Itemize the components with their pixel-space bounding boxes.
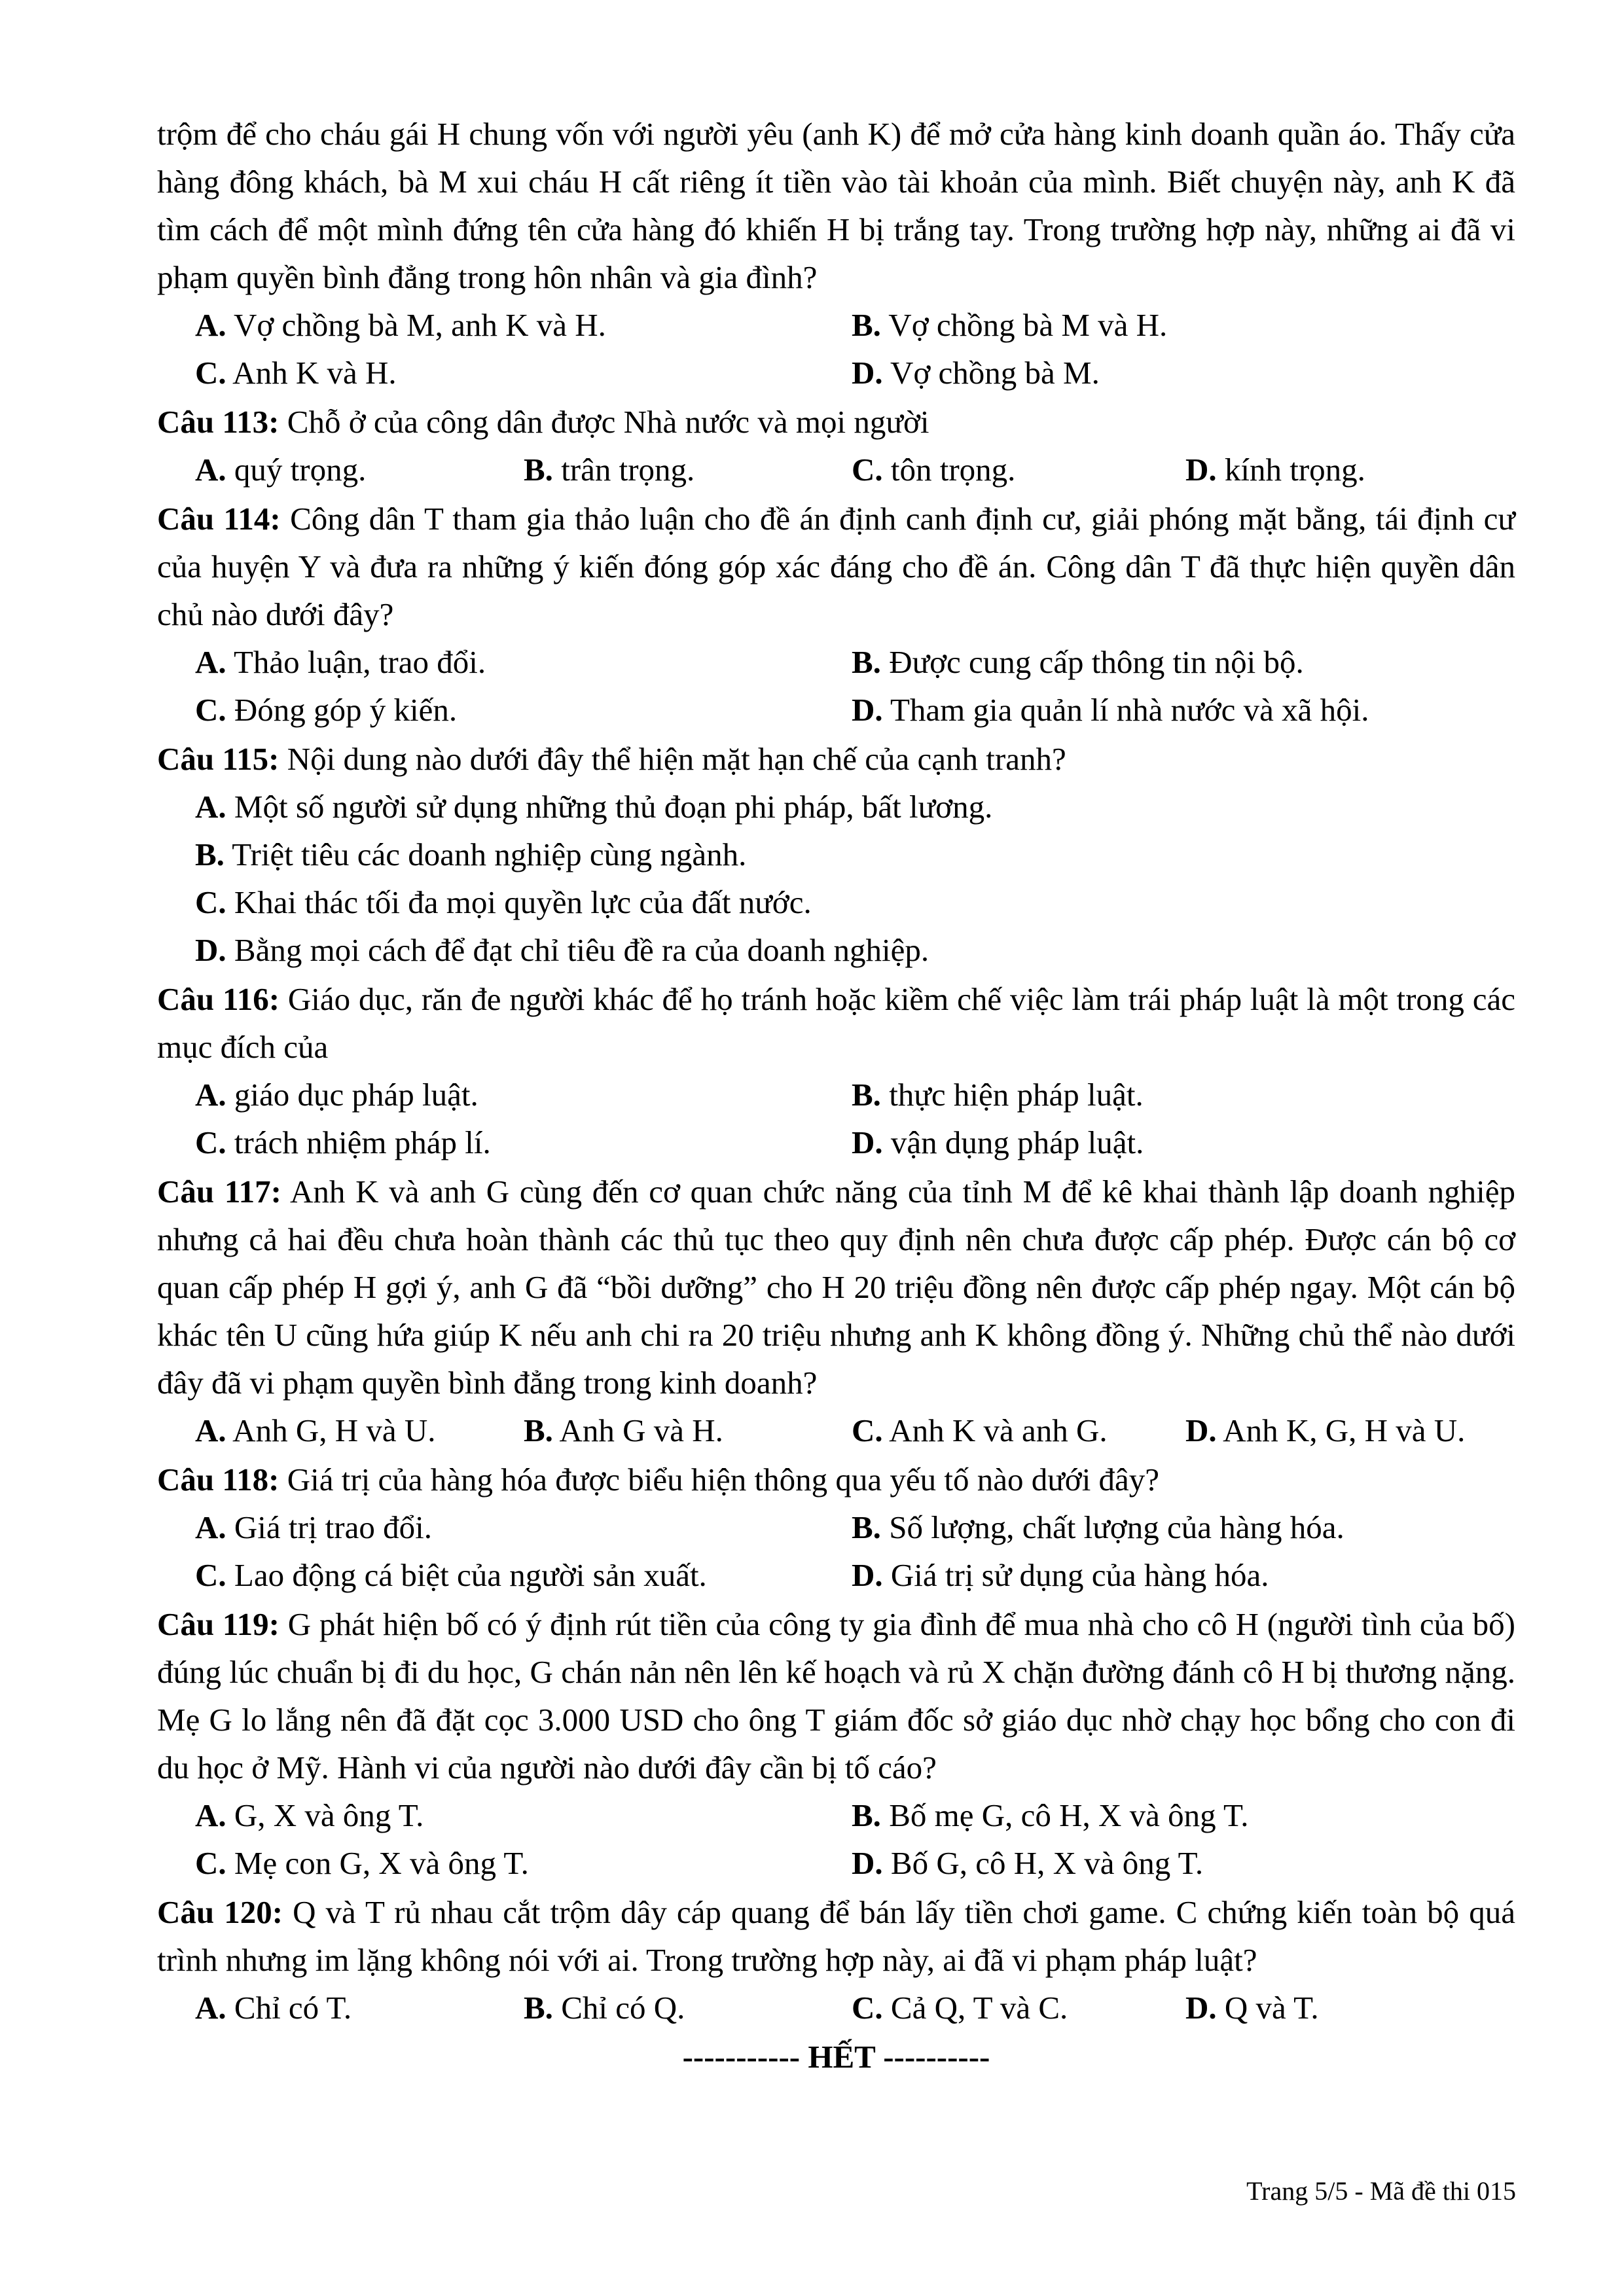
options	[157, 1791, 1515, 1887]
option-b: B. thực hiện pháp luật.	[852, 1077, 1144, 1113]
question-label: Câu 119:	[157, 1606, 280, 1642]
options	[157, 1984, 1515, 2032]
option-b: B. Được cung cấp thông tin nội bộ.	[852, 644, 1304, 680]
options	[157, 783, 1515, 974]
option-a: A. Anh G, H và U.	[195, 1412, 436, 1448]
option-b: B. Số lượng, chất lượng của hàng hóa.	[852, 1509, 1344, 1545]
options	[157, 446, 1515, 493]
question-label: Câu 118:	[157, 1462, 280, 1498]
question-stem: Câu 118: Giá trị của hàng hóa được biểu hiện thông qua yếu tố nào dưới đây?	[157, 1462, 1160, 1498]
question-119	[157, 1600, 1515, 1887]
question-label: Câu 116:	[157, 981, 280, 1017]
option-d: D. Bố G, cô H, X và ông T.	[852, 1845, 1204, 1881]
option-c: C. Anh K và H.	[195, 355, 397, 391]
question-114	[157, 495, 1515, 734]
question-stem: Câu 115: Nội dung nào dưới đây thể hiện mặt hạn chế của cạnh tranh?	[157, 741, 1066, 777]
option-c: C. tôn trọng.	[852, 452, 1016, 488]
option-d: D. Giá trị sử dụng của hàng hóa.	[852, 1557, 1269, 1593]
option-c: C. trách nhiệm pháp lí.	[195, 1124, 491, 1160]
option-b: B. Bố mẹ G, cô H, X và ông T.	[852, 1797, 1249, 1833]
option-a: A. quý trọng.	[195, 452, 367, 488]
option-c: C. Mẹ con G, X và ông T.	[195, 1845, 529, 1881]
question-stem: Câu 119: G phát hiện bố có ý định rút tiền của công ty gia đình để mua nhà cho cô H (người tình của bố) đúng lúc chuẩn bị đi du học, G chán nản nên lên kế hoạch và rủ X chặn đường đánh cô H bị thương nặng. Mẹ G lo lắng nên đã đặt cọc 3.000 USD cho ông T giám đốc sở giáo dục nhờ chạy học bổng cho con đi du học ở Mỹ. Hành vi của người nào dưới đây cần bị tố cáo?	[157, 1606, 1515, 1785]
options	[157, 1503, 1515, 1599]
option-a: A. Vợ chồng bà M, anh K và H.	[195, 307, 606, 343]
question-stem: Câu 120: Q và T rủ nhau cắt trộm dây cáp quang để bán lấy tiền chơi game. C chứng kiến toàn bộ quá trình nhưng im lặng không nói với ai. Trong trường hợp này, ai đã vi phạm pháp luật?	[157, 1894, 1515, 1978]
options	[157, 1071, 1515, 1166]
option-b: B. Chỉ có Q.	[524, 1990, 685, 2026]
option-d: D. kính trọng.	[1185, 452, 1365, 488]
question-116	[157, 975, 1515, 1166]
options	[157, 1407, 1515, 1454]
question-label: Câu 120:	[157, 1894, 283, 1930]
option-b: B. Anh G và H.	[524, 1412, 723, 1448]
question-stem: Câu 113: Chỗ ở của công dân được Nhà nước và mọi người	[157, 404, 929, 440]
question-label: Câu 113:	[157, 404, 280, 440]
exam-page	[157, 110, 1515, 2081]
option-c: C. Lao động cá biệt của người sản xuất.	[195, 1557, 707, 1593]
option-b: B. trân trọng.	[524, 452, 695, 488]
question-label: Câu 114:	[157, 501, 281, 537]
option-a: A. Thảo luận, trao đổi.	[195, 644, 486, 680]
option-d: D. Bằng mọi cách để đạt chỉ tiêu đề ra của doanh nghiệp.	[195, 932, 929, 968]
option-d: D. Tham gia quản lí nhà nước và xã hội.	[852, 692, 1369, 728]
option-a: A. G, X và ông T.	[195, 1797, 424, 1833]
option-c: C. Anh K và anh G.	[852, 1412, 1108, 1448]
question-stem: Câu 117: Anh K và anh G cùng đến cơ quan chức năng của tỉnh M để kê khai thành lập doanh nghiệp nhưng cả hai đều chưa hoàn thành các thủ tục theo quy định nên chưa được cấp phép. Được cán bộ cơ quan cấp phép H gợi ý, anh G đã “bồi dưỡng” cho H 20 triệu đồng nên được cấp phép ngay. Một cán bộ khác tên U cũng hứa giúp K nếu anh chi ra 20 triệu nhưng anh K không đồng ý. Những chủ thể nào dưới đây đã vi phạm quyền bình đẳng trong kinh doanh?	[157, 1174, 1515, 1401]
question-label: Câu 115:	[157, 741, 280, 777]
question-115	[157, 735, 1515, 974]
option-b: B. Vợ chồng bà M và H.	[852, 307, 1168, 343]
question-113	[157, 398, 1515, 493]
option-a: A. Một số người sử dụng những thủ đoạn phi pháp, bất lương.	[195, 789, 993, 825]
option-d: D. Q và T.	[1185, 1990, 1319, 2026]
option-d: D. Vợ chồng bà M.	[852, 355, 1100, 391]
option-c: C. Đóng góp ý kiến.	[195, 692, 458, 728]
option-d: D. Anh K, G, H và U.	[1185, 1412, 1466, 1448]
question-continuation-text: trộm để cho cháu gái H chung vốn với người yêu (anh K) để mở cửa hàng kinh doanh quần áo. Thấy cửa hàng đông khách, bà M xui cháu H cất riêng ít tiền vào tài khoản của mình. Biết chuyện này, anh K đã tìm cách để một mình đứng tên cửa hàng đó khiến H bị trắng tay. Trong trường hợp này, những ai đã vi phạm quyền bình đẳng trong hôn nhân và gia đình?	[157, 116, 1515, 295]
question-120	[157, 1888, 1515, 2032]
option-a: A. Giá trị trao đổi.	[195, 1509, 432, 1545]
options	[157, 638, 1515, 734]
option-c: C. Khai thác tối đa mọi quyền lực của đất nước.	[195, 884, 812, 920]
option-a: A. giáo dục pháp luật.	[195, 1077, 478, 1113]
option-b: B. Triệt tiêu các doanh nghiệp cùng ngành.	[195, 836, 747, 872]
question-stem: Câu 116: Giáo dục, răn đe người khác để họ tránh hoặc kiềm chế việc làm trái pháp luật là một trong các mục đích của	[157, 981, 1515, 1065]
question-label: Câu 117:	[157, 1174, 281, 1210]
question-117	[157, 1168, 1515, 1454]
continuation-options	[157, 301, 1515, 397]
option-d: D. vận dụng pháp luật.	[852, 1124, 1144, 1160]
end-mark: ----------- HẾT ----------	[682, 2039, 990, 2075]
option-a: A. Chỉ có T.	[195, 1990, 352, 2026]
question-118	[157, 1456, 1515, 1599]
page-footer: Trang 5/5 - Mã đề thi 015	[1246, 2176, 1516, 2206]
question-stem: Câu 114: Công dân T tham gia thảo luận cho đề án định canh định cư, giải phóng mặt bằng, tái định cư của huyện Y và đưa ra những ý kiến đóng góp xác đáng cho đề án. Công dân T đã thực hiện quyền dân chủ nào dưới đây?	[157, 501, 1515, 632]
option-c: C. Cả Q, T và C.	[852, 1990, 1068, 2026]
